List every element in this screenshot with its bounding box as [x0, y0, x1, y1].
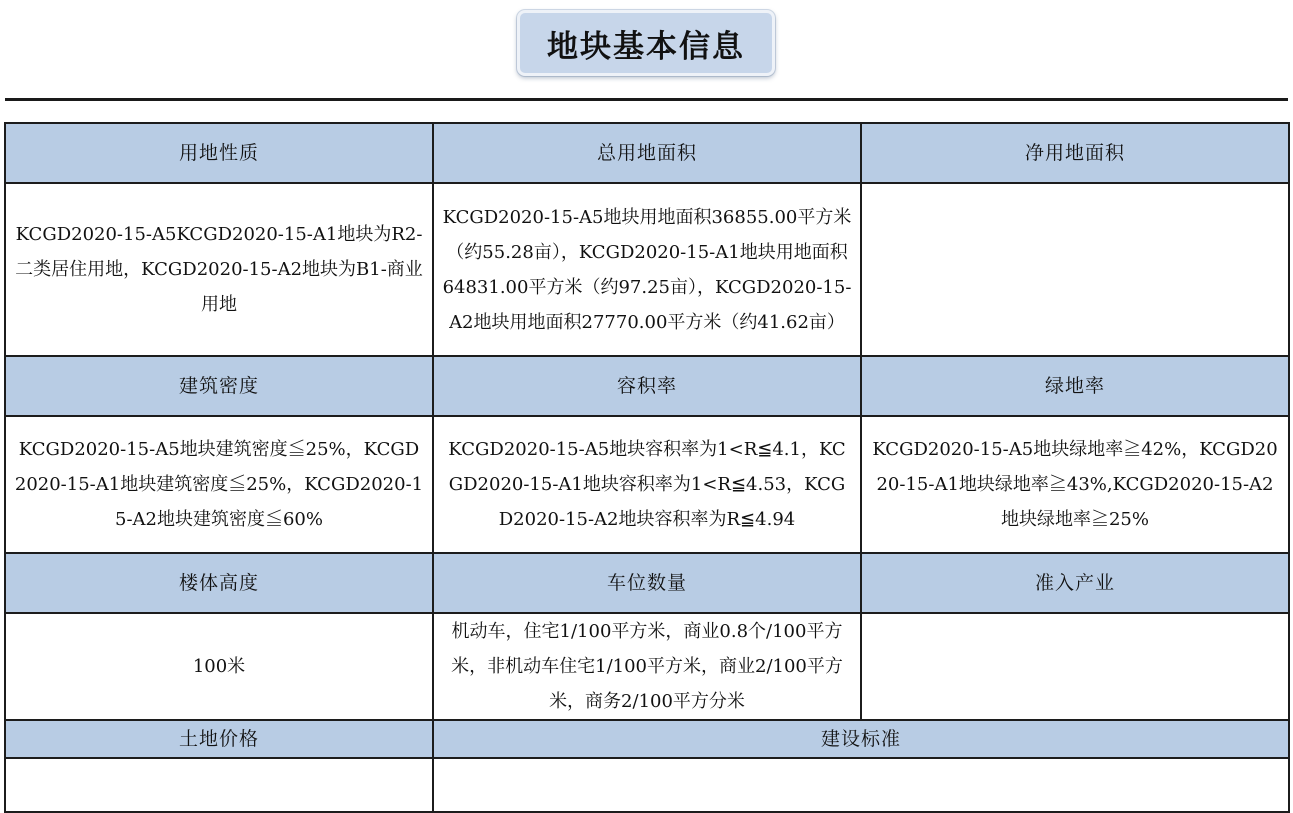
- header-green-ratio: 绿地率: [861, 356, 1289, 416]
- cell-total-area: KCGD2020-15-A5地块用地面积36855.00平方米（约55.28亩），KCGD2020-15-A1地块用地面积64831.00平方米（约97.25亩），KCGD2020-15-A2地块用地面积27770.00平方米（约41.62亩）: [433, 183, 861, 356]
- title-divider: [5, 98, 1288, 101]
- table-row: [5, 183, 1289, 356]
- header-land-price: 土地价格: [5, 720, 433, 758]
- header-net-area: 净用地面积: [861, 123, 1289, 183]
- header-construction-standard: 建设标准: [433, 720, 1289, 758]
- title-badge: [517, 10, 775, 76]
- header-floor-area-ratio: 容积率: [433, 356, 861, 416]
- table-header-row: [5, 123, 1289, 183]
- page-title: 地块基本信息: [547, 28, 745, 65]
- cell-building-height: 100米: [5, 613, 433, 720]
- cell-net-area: [861, 183, 1289, 356]
- table-row: [5, 758, 1289, 812]
- header-permitted-industry: 准入产业: [861, 553, 1289, 613]
- table-header-row: [5, 356, 1289, 416]
- cell-permitted-industry: [861, 613, 1289, 720]
- table-header-row: [5, 720, 1289, 758]
- cell-green-ratio: KCGD2020-15-A5地块绿地率≧42%，KCGD2020-15-A1地块绿地率≧43%,KCGD2020-15-A2地块绿地率≧25%: [861, 416, 1289, 553]
- header-building-density: 建筑密度: [5, 356, 433, 416]
- header-land-use: 用地性质: [5, 123, 433, 183]
- land-info-table: [4, 122, 1290, 813]
- cell-land-price: [5, 758, 433, 812]
- cell-building-density: KCGD2020-15-A5地块建筑密度≦25%，KCGD2020-15-A1地块建筑密度≦25%，KCGD2020-15-A2地块建筑密度≦60%: [5, 416, 433, 553]
- cell-parking-spaces: 机动车，住宅1/100平方米，商业0.8个/100平方米，非机动车住宅1/100平方米，商业2/100平方米，商务2/100平方分米: [433, 613, 861, 720]
- header-total-area: 总用地面积: [433, 123, 861, 183]
- cell-floor-area-ratio: KCGD2020-15-A5地块容积率为1<R≦4.1，KCGD2020-15-A1地块容积率为1<R≦4.53，KCGD2020-15-A2地块容积率为R≦4.94: [433, 416, 861, 553]
- header-parking-spaces: 车位数量: [433, 553, 861, 613]
- table-header-row: [5, 553, 1289, 613]
- cell-land-use: KCGD2020-15-A5KCGD2020-15-A1地块为R2-二类居住用地，KCGD2020-15-A2地块为B1-商业用地: [5, 183, 433, 356]
- table-row: [5, 613, 1289, 720]
- table-row: [5, 416, 1289, 553]
- cell-construction-standard: [433, 758, 1289, 812]
- header-building-height: 楼体高度: [5, 553, 433, 613]
